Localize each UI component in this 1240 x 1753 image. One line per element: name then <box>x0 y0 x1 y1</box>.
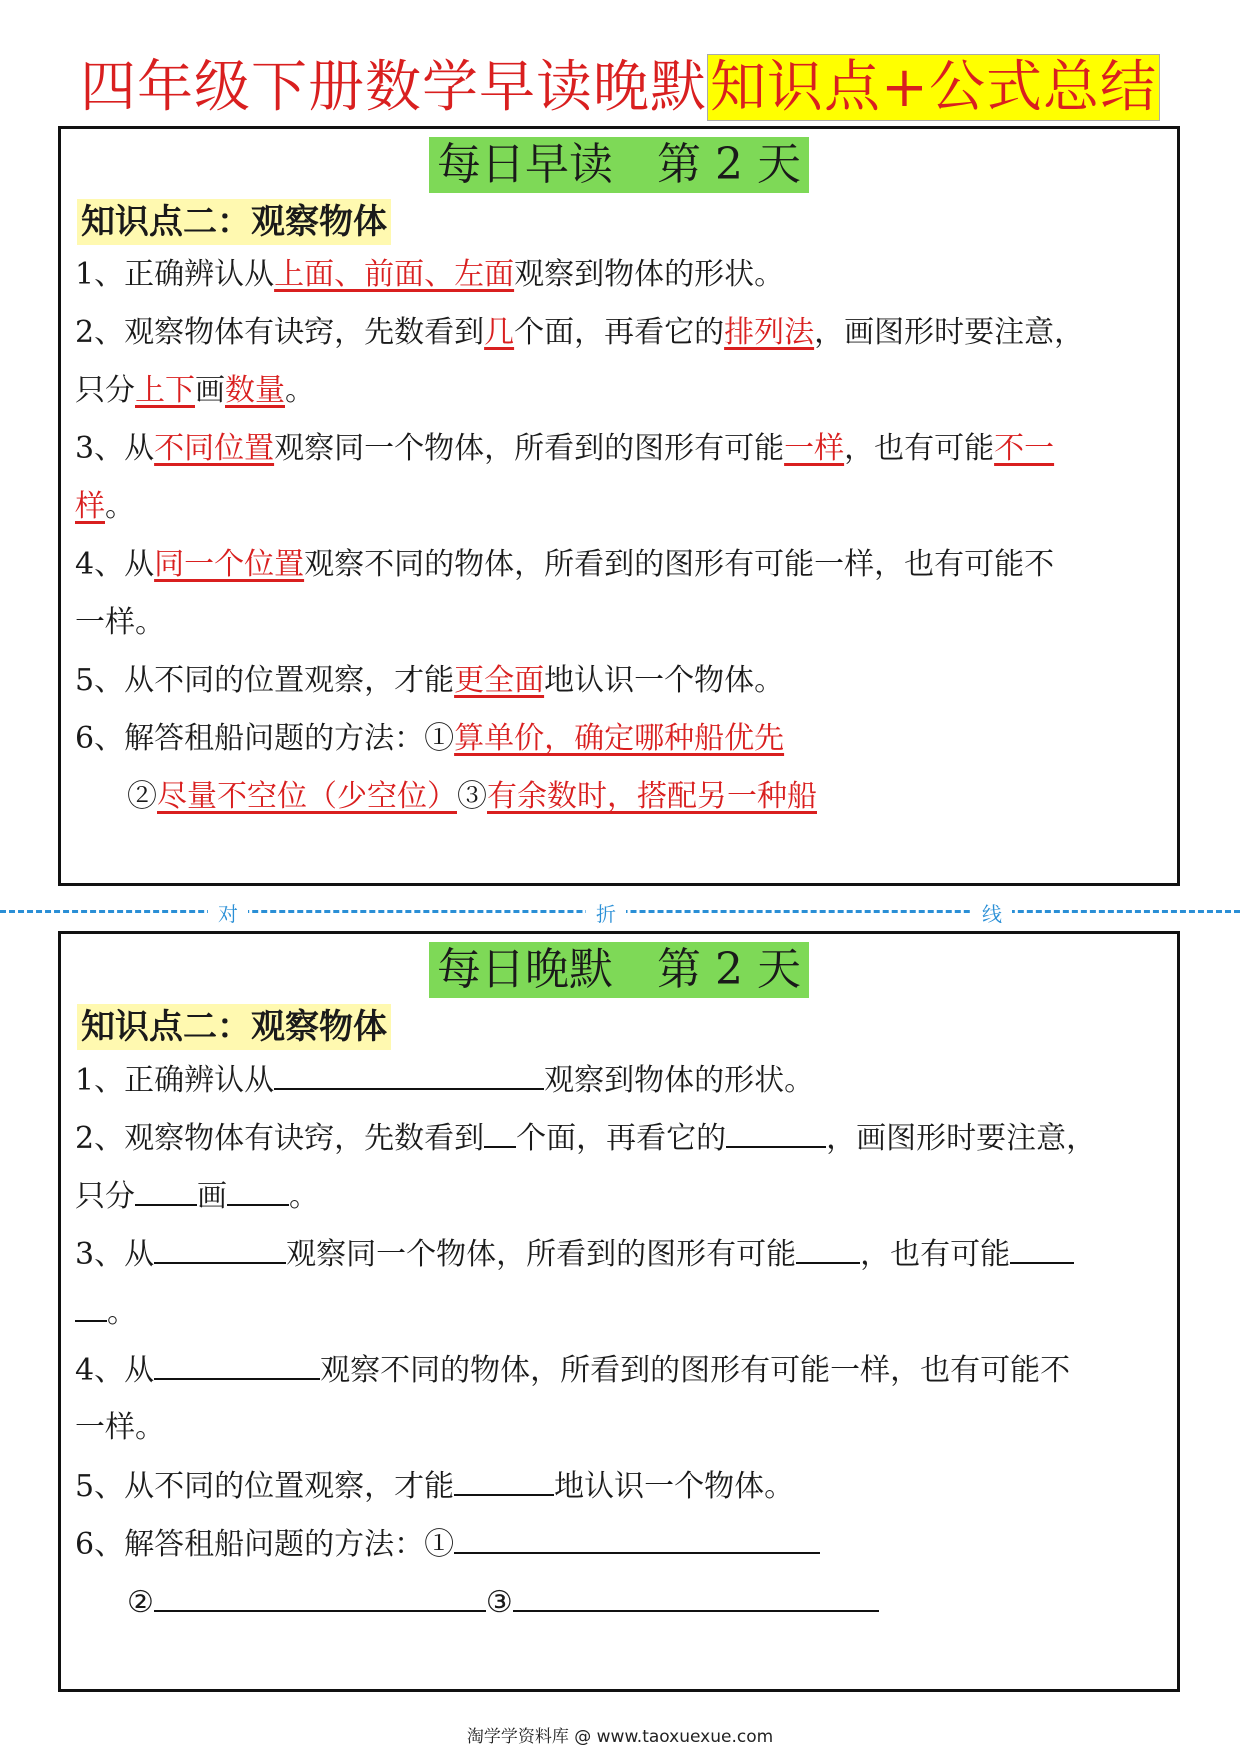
fill-blank[interactable] <box>135 1174 197 1206</box>
evening-line-5 <box>75 1464 1165 1509</box>
morning-line-2 <box>75 311 1165 355</box>
text: 5、从不同的位置观察，才能 <box>75 1469 455 1504</box>
answer: 上下 <box>135 373 195 408</box>
evening-line-2 <box>75 1116 1165 1161</box>
text: 2、观察物体有诀窍，先数看到 <box>75 1121 485 1156</box>
text: 画 <box>197 1179 227 1214</box>
morning-line-4 <box>75 543 1165 587</box>
fill-blank[interactable] <box>454 1464 554 1496</box>
fill-blank[interactable] <box>484 1116 516 1148</box>
title-main: 四年级下册数学早读晚默 <box>80 55 708 120</box>
morning-topic: 知识点二：观察物体 <box>77 199 391 245</box>
answer: 排列法 <box>724 315 815 350</box>
text: 2、观察物体有诀窍，先数看到 <box>75 315 485 350</box>
text: 观察同一个物体，所看到的图形有可能 <box>286 1237 797 1272</box>
answer: 数量 <box>225 373 285 408</box>
answer: 更全面 <box>454 663 545 698</box>
fill-blank[interactable] <box>154 1232 286 1264</box>
morning-line-1 <box>75 253 1165 297</box>
text: 4、从 <box>75 547 155 582</box>
answer: 几 <box>484 315 515 350</box>
evening-line-4b: 一样。 <box>75 1410 165 1445</box>
fill-blank[interactable] <box>1010 1232 1074 1264</box>
fold-label-left: 对 <box>208 898 248 927</box>
text: 1、正确辨认从 <box>75 1063 275 1098</box>
text: 个面，再看它的 <box>516 1121 727 1156</box>
morning-line-4b: 一样。 <box>75 605 165 640</box>
text: 。 <box>285 373 315 408</box>
fill-blank[interactable] <box>154 1580 486 1612</box>
text: 1、正确辨认从 <box>75 257 275 292</box>
answer: 算单价，确定哪种船优先 <box>454 721 785 756</box>
text: ② <box>127 1585 154 1620</box>
text: 3、从 <box>75 1237 155 1272</box>
evening-line-6 <box>75 1522 1165 1567</box>
text: 只分 <box>75 1179 135 1214</box>
text: 3、从 <box>75 431 155 466</box>
text: 只分 <box>75 373 135 408</box>
text: 4、从 <box>75 1353 155 1388</box>
fill-blank[interactable] <box>154 1348 320 1380</box>
evening-line-3b <box>75 1290 1165 1335</box>
text: ，也有可能 <box>860 1237 1011 1272</box>
morning-line-6 <box>75 717 1165 761</box>
text: 。 <box>105 489 135 524</box>
text: 画 <box>195 373 225 408</box>
fill-blank[interactable] <box>454 1522 820 1554</box>
answer: 有余数时，搭配另一种船 <box>487 779 817 814</box>
text: 地认识一个物体。 <box>554 1469 795 1504</box>
fill-blank[interactable] <box>513 1580 879 1612</box>
text: ，也有可能 <box>844 431 995 466</box>
answer: 不一 <box>994 431 1055 466</box>
text: ③ <box>457 779 487 814</box>
fold-line <box>0 900 1240 924</box>
answer: 一样 <box>784 431 845 466</box>
footer-watermark: 淘学学资料库 @ www.taoxuexue.com <box>466 1727 774 1747</box>
morning-line-3 <box>75 427 1165 471</box>
answer: 尽量不空位（少空位） <box>157 779 457 814</box>
text: 地认识一个物体。 <box>544 663 785 698</box>
fill-blank[interactable] <box>274 1058 544 1090</box>
text: 观察不同的物体，所看到的图形有可能一样，也有可能不 <box>304 547 1055 582</box>
text: 个面，再看它的 <box>514 315 725 350</box>
text: 观察到物体的形状。 <box>544 1063 815 1098</box>
morning-reading-card <box>58 126 1180 886</box>
evening-header-label: 每日晚默 第 2 天 <box>429 942 809 998</box>
fill-blank[interactable] <box>75 1290 107 1322</box>
text: 。 <box>289 1179 319 1214</box>
evening-header <box>61 942 1177 1000</box>
evening-line-1 <box>75 1058 1165 1103</box>
evening-line-4 <box>75 1348 1165 1393</box>
text: ，画图形时要注意， <box>814 315 1085 350</box>
fold-label-right: 线 <box>972 898 1012 927</box>
fill-blank[interactable] <box>726 1116 826 1148</box>
text: 。 <box>107 1295 137 1330</box>
answer: 样 <box>75 489 105 524</box>
title-highlight: 知识点+公式总结 <box>707 54 1160 121</box>
text: 观察同一个物体，所看到的图形有可能 <box>274 431 785 466</box>
morning-line-5 <box>75 659 1165 703</box>
text: ③ <box>485 1585 513 1620</box>
text: 5、从不同的位置观察，才能 <box>75 663 455 698</box>
morning-line-2b <box>75 369 1165 413</box>
page-title <box>0 52 1240 124</box>
evening-line-3 <box>75 1232 1165 1277</box>
morning-line-3b <box>75 485 1165 529</box>
morning-header-label: 每日早读 第 2 天 <box>429 137 809 193</box>
evening-line-2b <box>75 1174 1165 1219</box>
text: ，画图形时要注意， <box>826 1121 1097 1156</box>
answer: 不同位置 <box>154 431 275 466</box>
morning-line-6b <box>127 775 1217 819</box>
evening-line-6b <box>127 1580 1217 1625</box>
fill-blank[interactable] <box>227 1174 289 1206</box>
text: 观察不同的物体，所看到的图形有可能一样，也有可能不 <box>320 1353 1071 1388</box>
evening-topic: 知识点二：观察物体 <box>77 1004 391 1050</box>
morning-header <box>61 137 1177 195</box>
text: 6、解答租船问题的方法：① <box>75 1527 455 1562</box>
fill-blank[interactable] <box>796 1232 860 1264</box>
fold-label-mid: 折 <box>586 898 626 927</box>
text: 6、解答租船问题的方法：① <box>75 721 455 756</box>
text: ② <box>127 779 157 814</box>
answer: 上面、前面、左面 <box>274 257 515 292</box>
evening-recitation-card <box>58 931 1180 1692</box>
text: 观察到物体的形状。 <box>514 257 785 292</box>
answer: 同一个位置 <box>154 547 305 582</box>
